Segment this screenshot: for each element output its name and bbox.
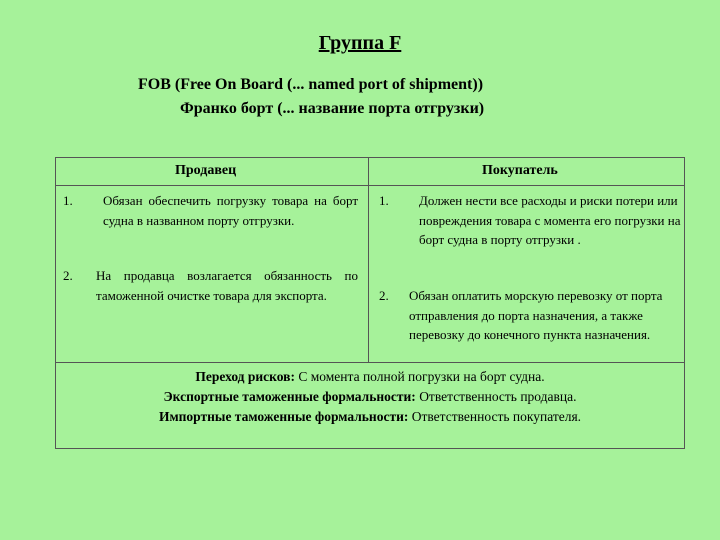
risk-transfer-line: [56, 367, 684, 387]
buyer-item-text: Обязан оплатить морскую перевозку от порта отправления до порта назначения, а также перевозку до конечного пункта назначения.: [409, 288, 663, 342]
buyer-item-text: Должен нести все расходы и риски потери или повреждения товара с момента его погрузки на борт судна в порту отгрузки .: [419, 193, 681, 247]
seller-item-number: 2.: [63, 268, 73, 283]
export-formalities-label: Экспортные таможенные формальности:: [163, 389, 416, 404]
summary-block: [56, 367, 684, 427]
buyer-column-header: Покупатель: [482, 163, 558, 178]
export-formalities-text: Ответственность продавца.: [415, 389, 577, 404]
obligations-table: [55, 157, 685, 449]
import-formalities-line: [56, 407, 684, 427]
term-russian-name: Франко борт (... название порта отгрузки): [180, 100, 485, 117]
seller-item-text: На продавца возлагается обязанность по таможенной очистке товара для экспорта.: [96, 268, 358, 303]
column-divider: [368, 158, 369, 362]
buyer-item-number: 2.: [379, 288, 389, 303]
seller-column-header: Продавец: [175, 163, 237, 178]
import-formalities-label: Импортные таможенные формальности:: [158, 409, 409, 424]
term-english-name: FOB (Free On Board (... named port of shipment)): [138, 76, 484, 93]
export-formalities-line: [56, 387, 684, 407]
risk-transfer-label: Переход рисков:: [195, 369, 295, 384]
risk-transfer-text: С момента полной погрузки на борт судна.: [294, 369, 545, 384]
seller-item-text: Обязан обеспечить погрузку товара на борт судна в названном порту отгрузки.: [103, 193, 358, 228]
import-formalities-text: Ответственность покупателя.: [408, 409, 582, 424]
summary-divider: [56, 362, 684, 363]
header-divider: [56, 185, 684, 186]
page-title: Группа F: [318, 32, 402, 54]
buyer-item-number: 1.: [379, 193, 389, 208]
seller-item-number: 1.: [63, 193, 73, 208]
